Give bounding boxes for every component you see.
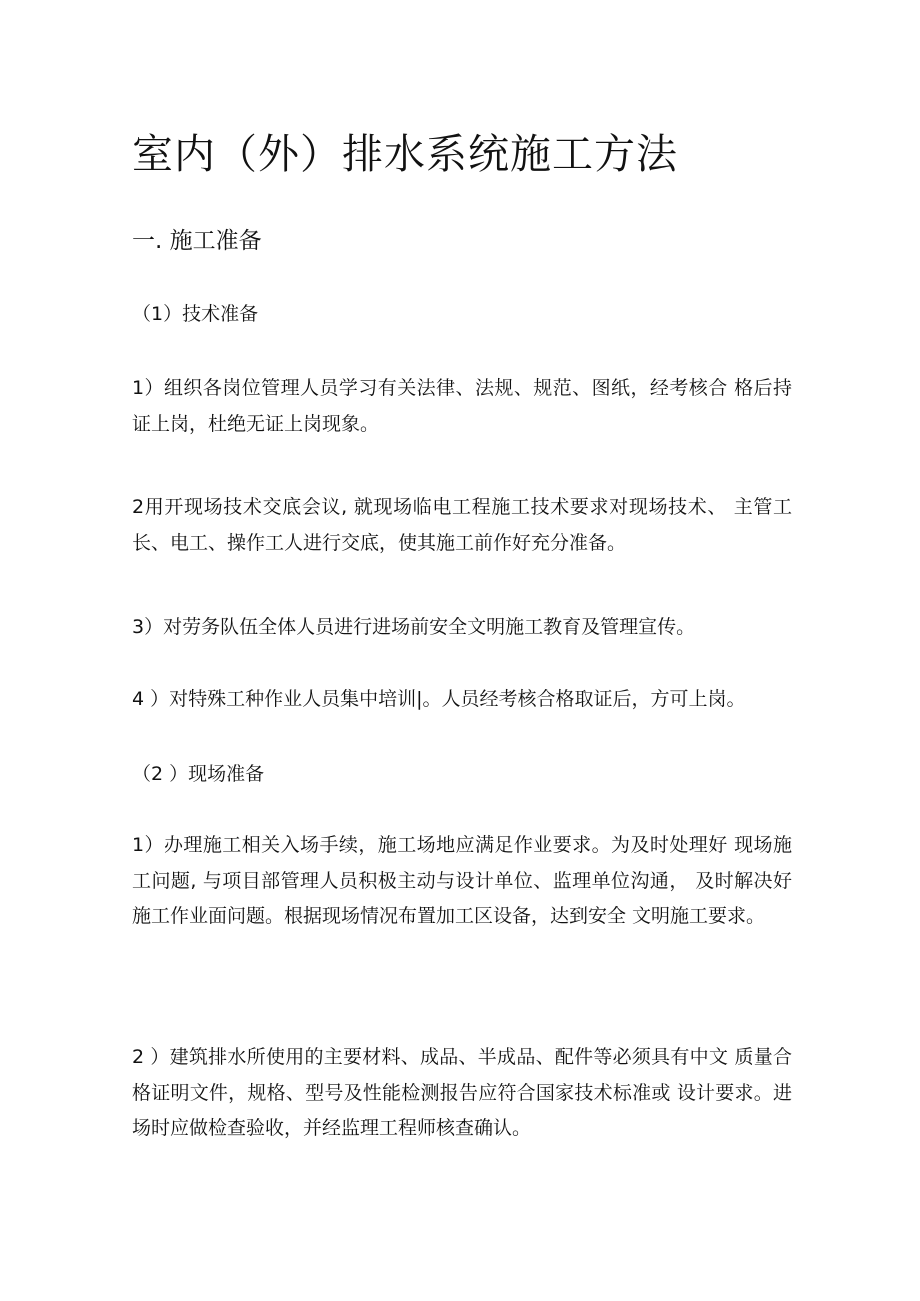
paragraph-site-item-2: 2 ）建筑排水所使用的主要材料、成品、半成品、配件等必须具有中文 质量合格证明文件，规格、型号及性能检测报告应符合国家技术标准或 设计要求。进场时应做检查验收，并经监理工程师核查确认。 (132, 1046, 792, 1139)
paragraph-site-item-1: 1）办理施工相关入场手续，施工场地应满足作业要求。为及时处理好 现场施工问题, 与项目部管理人员积极主动与设计单位、监理单位沟通， 及时解决好施工作业面问题。根据现场情况布置加工区设备，达到安全 文明施工要求。 (132, 834, 792, 927)
section-heading-construction-prep: 一. 施工准备 (132, 228, 262, 254)
document-title: 室内（外）排水系统施工方法 (132, 130, 678, 178)
subsection-heading-technical-prep: （1）技术准备 (132, 303, 259, 325)
paragraph-tech-item-4: 4 ）对特殊工种作业人员集中培训|。人员经考核合格取证后，方可上岗。 (132, 688, 746, 710)
paragraph-tech-item-2: 2用开现场技术交底会议, 就现场临电工程施工技术要求对现场技术、 主管工长、电工、操作工人进行交底，使其施工前作好充分准备。 (132, 496, 792, 554)
paragraph-tech-item-1: 1）组织各岗位管理人员学习有关法律、法规、规范、图纸，经考核合 格后持证上岗，杜绝无证上岗现象。 (132, 377, 792, 435)
subsection-heading-site-prep: （2 ）现场准备 (132, 763, 265, 785)
paragraph-tech-item-3: 3）对劳务队伍全体人员进行进场前安全文明施工教育及管理宣传。 (132, 616, 696, 638)
